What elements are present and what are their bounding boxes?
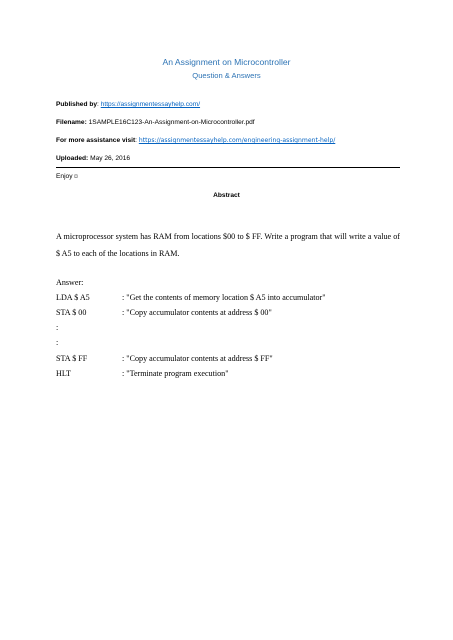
code-line <box>56 323 122 332</box>
code-line <box>56 369 229 378</box>
code-line <box>56 308 272 317</box>
assistance-colon: : <box>135 137 139 144</box>
code-instruction: : <box>56 338 59 347</box>
code-comment: : "Copy accumulator contents at address $ 00" <box>122 308 272 317</box>
code-comment: : "Copy accumulator contents at address $ FF" <box>122 354 273 363</box>
published-by-row <box>56 101 200 108</box>
filename-row <box>56 119 255 126</box>
published-by-colon: : <box>97 101 101 108</box>
uploaded-label: Uploaded: <box>56 155 89 162</box>
code-comment: : "Get the contents of memory location $ A5 into accumulator" <box>122 293 326 302</box>
answer-label: Answer: <box>56 278 84 287</box>
code-line <box>56 338 122 347</box>
code-line <box>56 293 326 302</box>
smiley-icon: ☺ <box>72 173 80 180</box>
enjoy-row <box>56 173 79 180</box>
assistance-row <box>56 137 335 144</box>
code-instruction: : <box>56 323 59 332</box>
published-by-link[interactable]: https://assignmentessayhelp.com/ <box>100 101 201 108</box>
enjoy-text: Enjoy <box>56 173 73 180</box>
code-instruction: STA $ FF <box>56 354 88 363</box>
code-comment: : "Terminate program execution" <box>122 369 229 378</box>
code-line <box>56 354 273 363</box>
assistance-link[interactable]: https://assignmentessayhelp.com/engineering-assignment-help/ <box>138 137 336 144</box>
uploaded-row <box>56 155 130 162</box>
document-subtitle: Question & Answers <box>192 71 261 80</box>
assistance-label: For more assistance visit <box>56 137 136 144</box>
code-instruction: STA $ 00 <box>56 308 87 317</box>
header-divider <box>56 167 400 168</box>
document-title: An Assignment on Microcontroller <box>162 57 291 67</box>
abstract-heading: Abstract <box>213 192 240 199</box>
filename-label: Filename: <box>56 119 87 126</box>
code-instruction: LDA $ A5 <box>56 293 90 302</box>
filename-value: 1SAMPLE16C123-An-Assignment-on-Microcontroller.pdf <box>88 119 255 126</box>
uploaded-value: May 26, 2016 <box>90 155 131 162</box>
code-instruction: HLT <box>56 369 71 378</box>
published-by-label: Published by <box>56 101 98 108</box>
abstract-paragraph: A microprocessor system has RAM from locations $00 to $ FF. Write a program that will write a value of $ A5 to each of the locations in RAM. <box>56 232 400 258</box>
